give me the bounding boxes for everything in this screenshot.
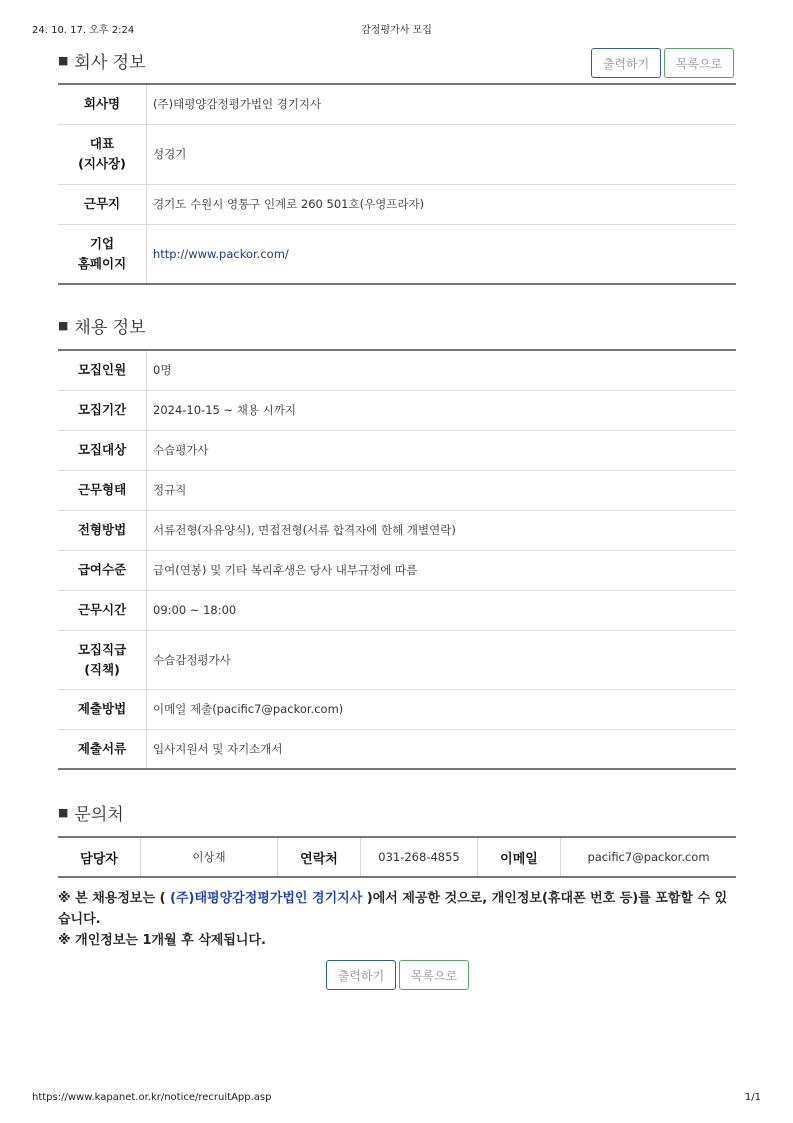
row-label-line: 모집대상 xyxy=(77,442,127,457)
table-row xyxy=(58,729,736,769)
homepage-link[interactable]: http://www.packor.com/ xyxy=(153,246,289,261)
row-value: 09:00 ~ 18:00 xyxy=(147,590,737,630)
table-row xyxy=(58,470,736,510)
row-label-line: 회사명 xyxy=(83,96,121,112)
row-label-line: 전형방법 xyxy=(77,522,127,537)
recruit-info-title: 채용 정보 xyxy=(74,318,146,338)
email-label: 이메일 xyxy=(478,837,561,877)
row-label-line: (지사장) xyxy=(78,156,126,171)
row-label xyxy=(58,430,147,470)
row-label-line: 근무지 xyxy=(83,196,121,211)
row-label xyxy=(58,630,147,689)
table-row xyxy=(58,630,736,689)
row-label-line: 홈페이지 xyxy=(77,255,127,271)
print-page-number: 1/1 xyxy=(744,1092,761,1103)
row-label-line: 근무시간 xyxy=(77,602,127,617)
phone-label: 연락처 xyxy=(278,837,361,877)
row-label xyxy=(58,550,147,590)
manager-label: 담당자 xyxy=(58,837,141,877)
row-value xyxy=(147,224,737,284)
row-label-line: 모집직급 xyxy=(77,641,127,657)
privacy-notice xyxy=(58,888,738,951)
section-square-icon: ■ xyxy=(58,806,69,819)
print-button-top[interactable]: 출력하기 xyxy=(591,48,661,78)
contact-table xyxy=(58,836,736,878)
manager-value: 이상재 xyxy=(141,837,278,877)
company-info-table xyxy=(58,83,736,285)
print-button-bottom[interactable]: 출력하기 xyxy=(326,960,396,990)
row-value: 2024-10-15 ~ 채용 시까지 xyxy=(147,390,737,430)
table-row xyxy=(58,590,736,630)
row-label-line: 모집인원 xyxy=(77,362,127,378)
row-label xyxy=(58,184,147,224)
row-value: 입사지원서 및 자기소개서 xyxy=(153,741,283,756)
row-value: 0명 xyxy=(147,350,737,390)
table-row xyxy=(58,510,736,550)
table-row xyxy=(58,550,736,590)
row-value: 성경기 xyxy=(147,124,737,184)
table-row xyxy=(58,350,736,390)
phone-value: 031-268-4855 xyxy=(361,837,478,877)
print-page-title: 감정평가사 모집 xyxy=(361,25,432,36)
row-label-line: 근무형태 xyxy=(77,482,127,497)
row-value: 수습감정평가사 xyxy=(147,630,737,689)
print-header xyxy=(32,21,761,35)
row-label xyxy=(58,124,147,184)
row-label xyxy=(58,390,147,430)
list-button-top[interactable]: 목록으로 xyxy=(664,48,734,78)
row-value: 수습평가사 xyxy=(147,430,737,470)
row-value: 서류전형(자유양식), 면접전형(서류 합격자에 한해 개별연락) xyxy=(147,510,737,550)
row-value: 정규직 xyxy=(147,470,737,510)
table-row xyxy=(58,430,736,470)
row-label xyxy=(58,729,147,769)
row-label-line: 급여수준 xyxy=(77,562,127,577)
section-square-icon: ■ xyxy=(58,54,69,67)
row-value: 급여(연봉) 및 기타 복리후생은 당사 내부규정에 따름 xyxy=(147,550,737,590)
recruit-info-table xyxy=(58,349,736,770)
table-row xyxy=(58,224,736,284)
row-value: 경기도 수원시 영통구 인계로 260 501호(우영프라자) xyxy=(147,184,737,224)
row-label xyxy=(58,470,147,510)
company-info-heading xyxy=(58,48,146,73)
company-info-title: 회사 정보 xyxy=(74,53,146,73)
row-value: 이메일 제출(pacific7@packor.com) xyxy=(147,689,737,729)
table-row xyxy=(58,84,736,124)
row-label xyxy=(58,84,147,124)
email-value: pacific7@packor.com xyxy=(587,850,710,864)
print-footer xyxy=(32,1092,761,1106)
row-label-line: 대표 xyxy=(89,136,115,151)
print-url: https://www.kapanet.or.kr/notice/recruitApp.asp xyxy=(32,1092,272,1103)
section-square-icon: ■ xyxy=(58,319,69,332)
row-label xyxy=(58,350,147,390)
notice-company-link[interactable]: (주)태평양감정평가법인 경기지사 xyxy=(170,891,363,906)
table-row xyxy=(58,184,736,224)
row-label xyxy=(58,590,147,630)
row-label-line: 제출서류 xyxy=(77,740,127,756)
contact-info-title: 문의처 xyxy=(74,805,124,825)
table-row xyxy=(58,124,736,184)
row-label xyxy=(58,510,147,550)
notice-line-2: ※ 개인정보는 1개월 후 삭제됩니다. xyxy=(58,933,266,948)
row-label-line: 기업 xyxy=(89,235,115,251)
print-datetime: 24. 10. 17. 오후 2:24 xyxy=(32,25,135,36)
list-button-bottom[interactable]: 목록으로 xyxy=(399,960,469,990)
row-label xyxy=(58,224,147,284)
contact-info-heading xyxy=(58,800,124,825)
row-label xyxy=(58,689,147,729)
notice-line-1: ※ 본 채용정보는 ( (주)태평양감정평가법인 경기지사 )에서 제공한 것으로, 개인정보(휴대폰 번호 등)를 포함할 수 있습니다. xyxy=(58,891,728,927)
table-row xyxy=(58,689,736,729)
row-label-line: (직책) xyxy=(84,661,120,677)
recruit-info-heading xyxy=(58,313,146,338)
row-value: (주)태평양감정평가법인 경기지사 xyxy=(147,84,737,124)
table-row xyxy=(58,390,736,430)
row-label-line: 제출방법 xyxy=(77,701,127,716)
row-label-line: 모집기간 xyxy=(77,402,127,417)
